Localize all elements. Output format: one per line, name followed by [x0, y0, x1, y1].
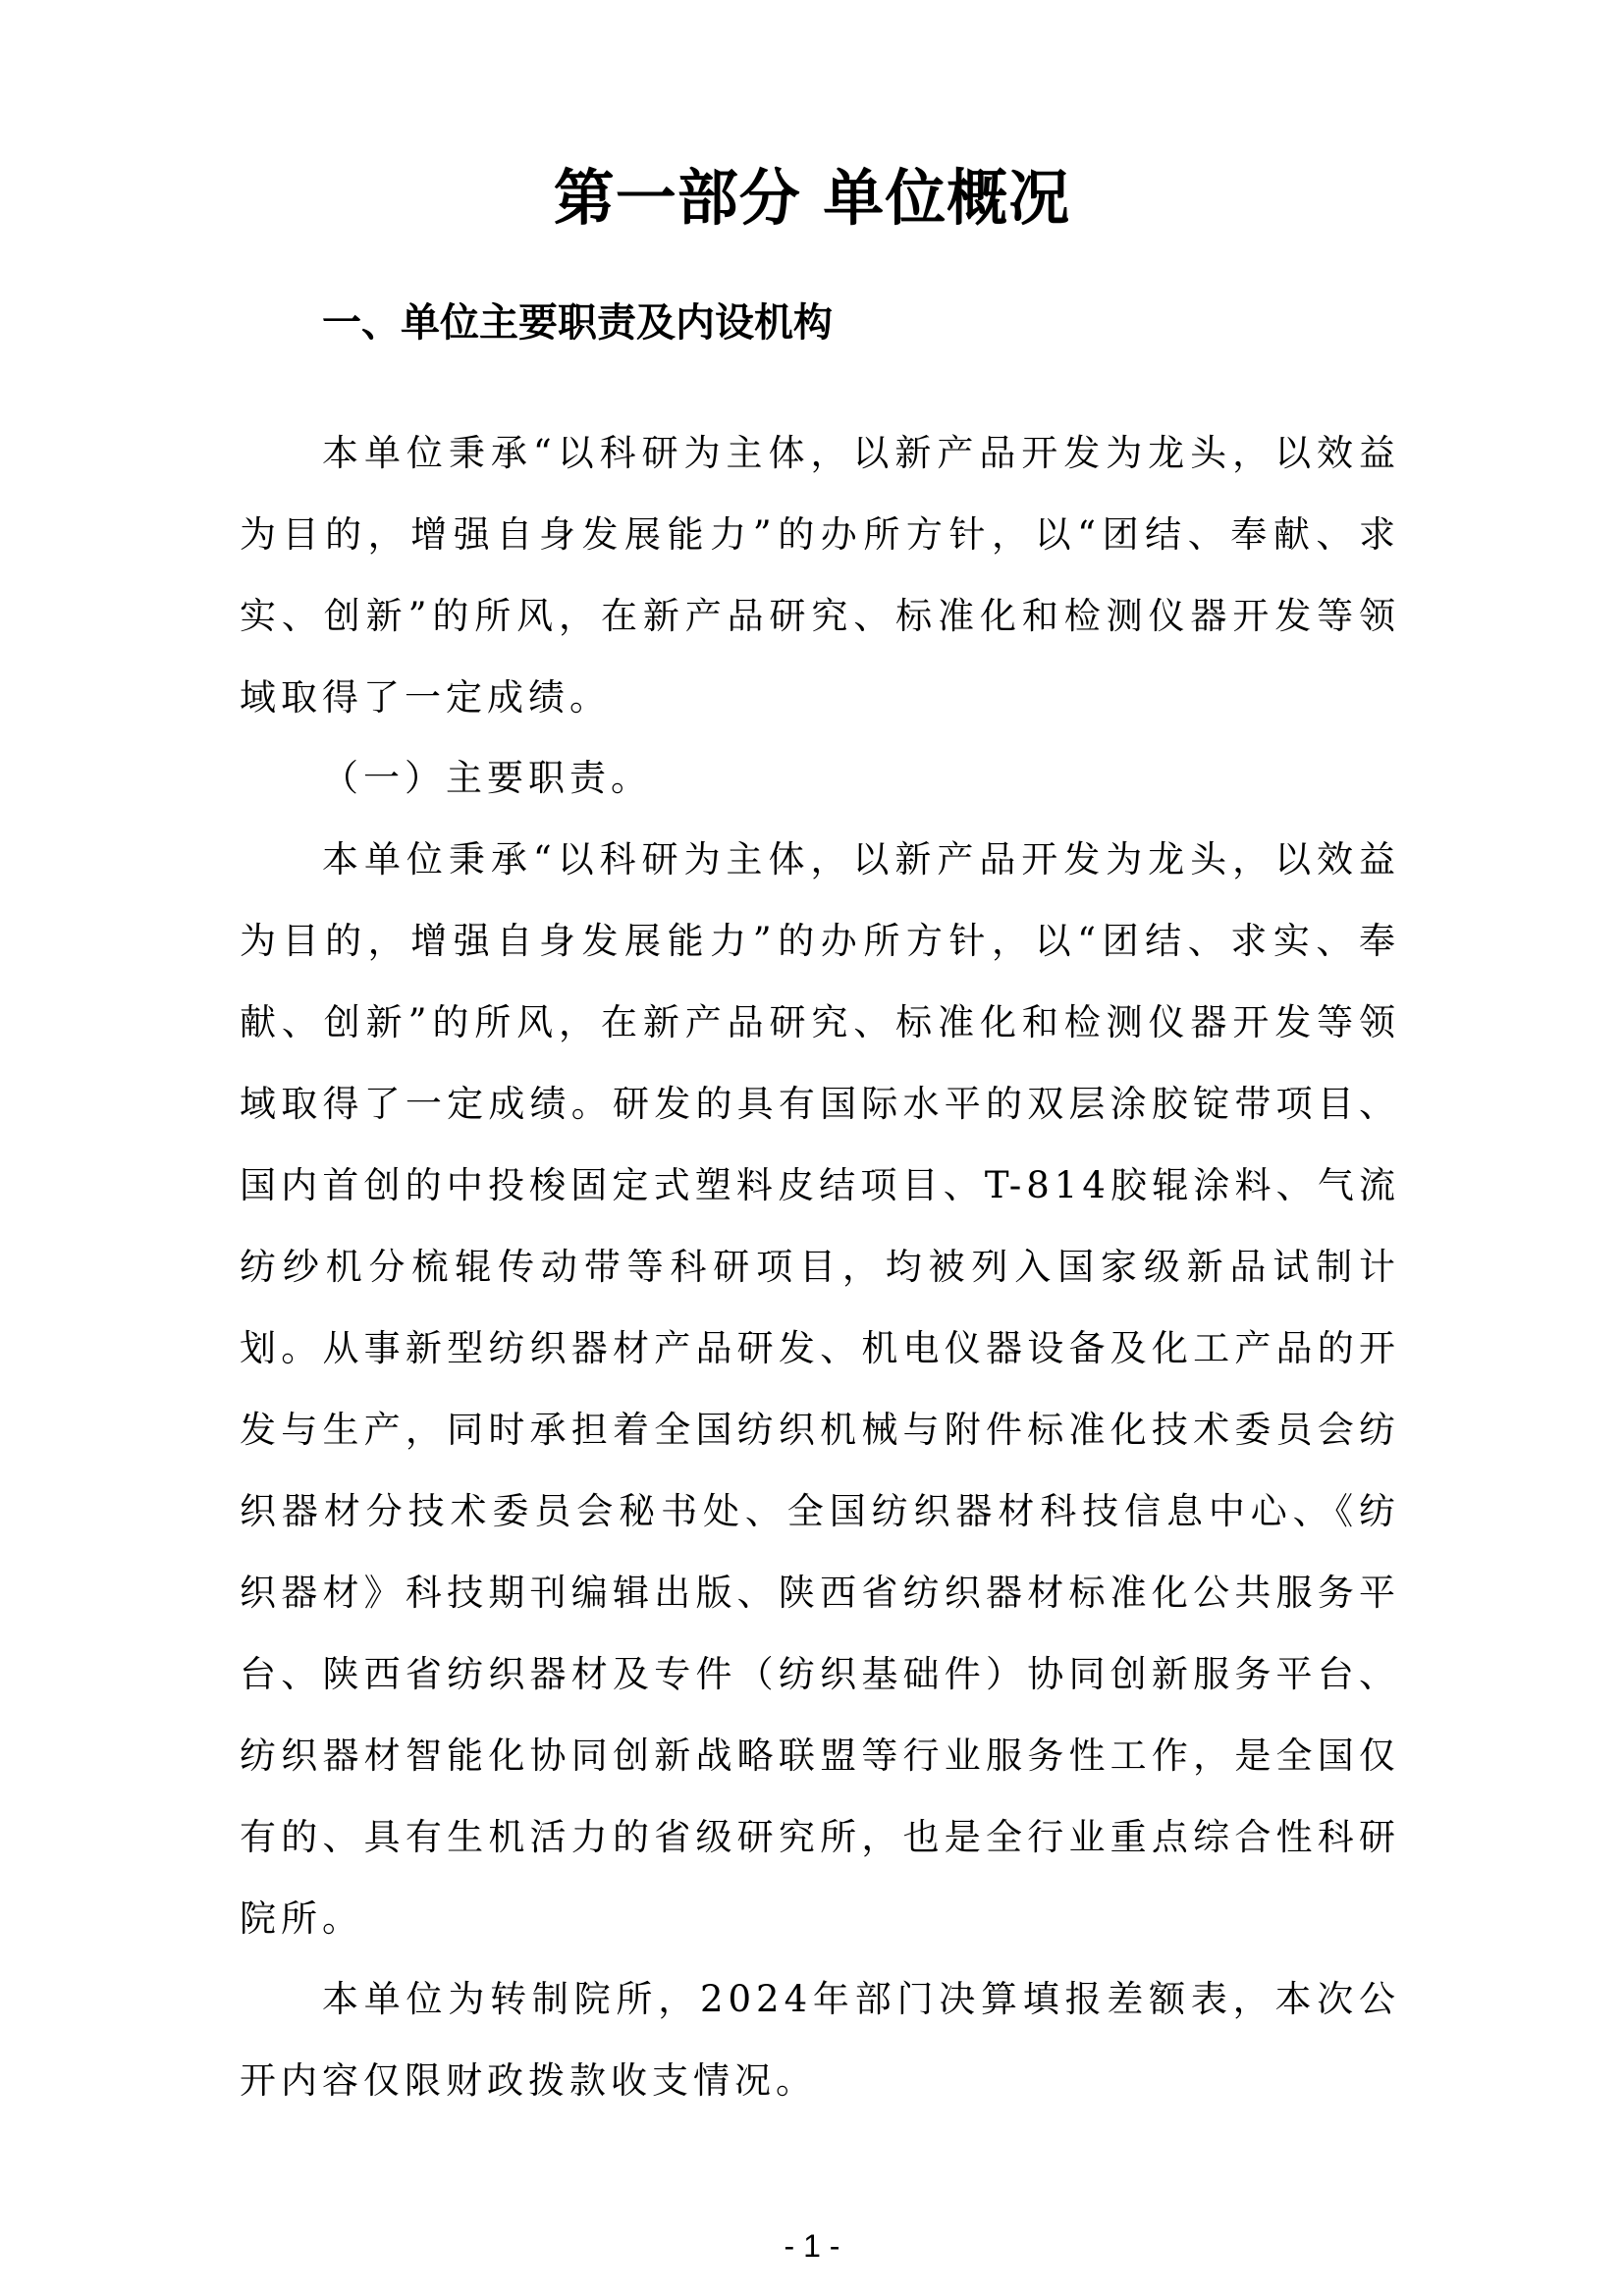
section-heading: 一、单位主要职责及内设机构: [322, 300, 833, 346]
intro-paragraph: 本单位秉承“以科研为主体，以新产品开发为龙头，以效益为目的，增强自身发展能力”的办所方针，以“团结、奉献、求实、创新”的所风，在新产品研究、标准化和检测仪器开发等领域取得了一定成绩。: [240, 432, 1400, 719]
duties-subheading: （一）主要职责。: [322, 757, 652, 799]
duties-paragraph: 本单位秉承“以科研为主体，以新产品开发为龙头，以效益为目的，增强自身发展能力”的办所方针，以“团结、求实、奉献、创新”的所风，在新产品研究、标准化和检测仪器开发等领域取得了一定成绩。研发的具有国际水平的双层涂胶锭带项目、国内首创的中投梭固定式塑料皮结项目、T-814胶辊涂料、气流纺纱机分梳辊传动带等科研项目，均被列入国家级新品试制计划。从事新型纺织器材产品研发、机电仪器设备及化工产品的开发与生产，同时承担着全国纺织机械与附件标准化技术委员会纺织器材分技术委员会秘书处、全国纺织器材科技信息中心、《纺织器材》科技期刊编辑出版、陕西省纺织器材标准化公共服务平台、陕西省纺织器材及专件（纺织基础件）协同创新服务平台、纺织器材智能化协同创新战略联盟等行业服务性工作，是全国仅有的、具有生机活力的省级研究所，也是全行业重点综合性科研院所。: [240, 838, 1400, 1940]
page-title: 第一部分 单位概况: [553, 162, 1071, 234]
closing-paragraph: 本单位为转制院所，2024年部门决算填报差额表，本次公开内容仅限财政拨款收支情况。: [240, 1978, 1400, 2102]
page-number: - 1 -: [784, 2228, 840, 2264]
